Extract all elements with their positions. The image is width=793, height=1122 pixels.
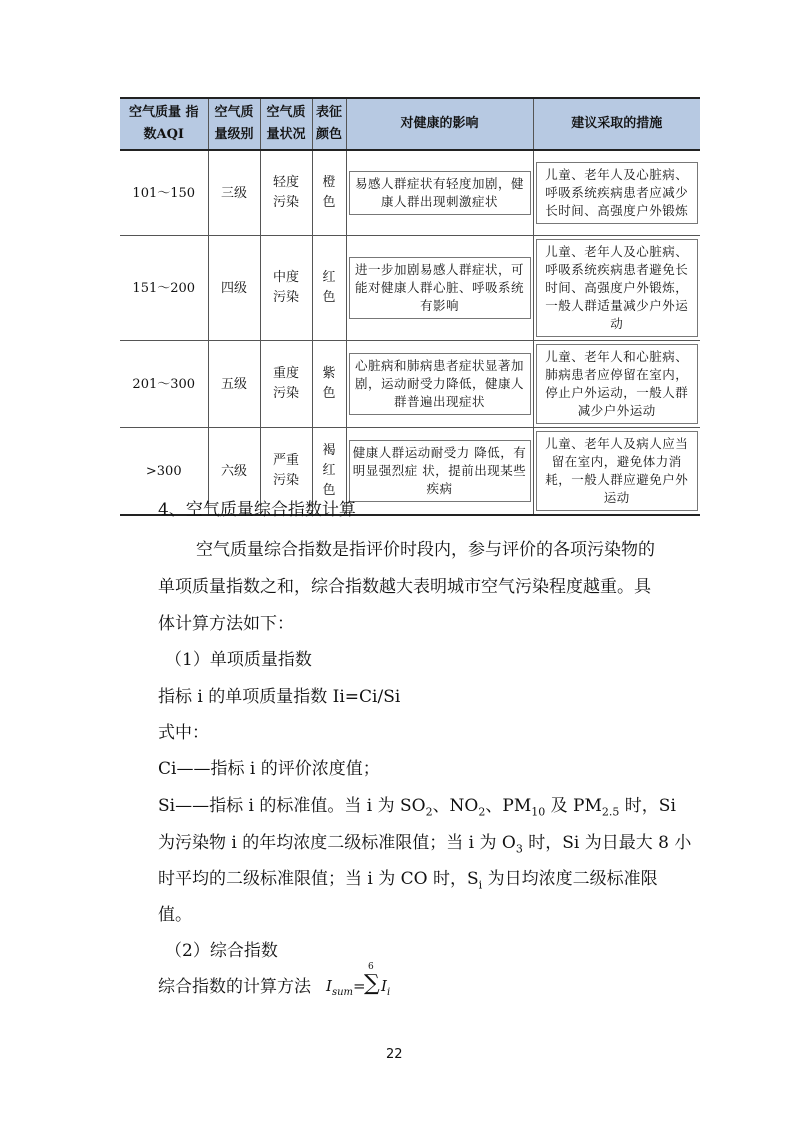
table-row <box>120 236 700 341</box>
cell-aqi: 151～200 <box>120 236 208 341</box>
cell-impact-text: 易感人群症状有轻度加剧，健康人群出现刺激症状 <box>349 171 531 215</box>
cell-measures-text: 儿童、老年人及心脏病、呼吸系统疾病患者应减少长时间、高强度户外锻炼 <box>536 162 699 224</box>
cell-measures <box>533 341 700 428</box>
paragraph-line: 空气质量综合指数是指评价时段内，参与评价的各项污染物的 <box>196 540 655 560</box>
cell-measures <box>533 428 700 516</box>
cell-impact <box>346 150 533 236</box>
formula-equals: = <box>353 977 366 995</box>
text-fragment: 、PM <box>485 796 532 816</box>
formula-subscript: sum <box>331 987 353 998</box>
text-fragment: 为日均浓度二级标准限 <box>482 869 658 889</box>
section-heading: 4、空气质量综合指数计算 <box>158 500 356 520</box>
formula-symbol: I <box>381 977 387 995</box>
paragraph-line <box>158 868 658 896</box>
cell-status: 严重 污染 <box>260 428 312 516</box>
cell-status: 中度 污染 <box>260 236 312 341</box>
subscript: 2.5 <box>601 805 620 819</box>
cell-impact-text: 健康人群运动耐受力 降低，有明显强烈症 状，提前出现某些疾病 <box>349 440 531 502</box>
paragraph-line: 综合指数的计算方法 <box>158 977 311 997</box>
header-impact: 对健康的影响 <box>346 98 533 150</box>
paragraph-line: 单项质量指数之和，综合指数越大表明城市空气污染程度越重。具 <box>158 577 651 597</box>
cell-impact-text: 心脏病和肺病患者症状显著加剧，运动耐受力降低，健康人群普遍出现症状 <box>349 353 531 415</box>
cell-status: 轻度 污染 <box>260 150 312 236</box>
cell-level: 三级 <box>208 150 260 236</box>
paragraph-line: 值。 <box>158 905 192 925</box>
cell-impact <box>346 236 533 341</box>
cell-measures-text: 儿童、老年人及病人应当留在室内，避免体力消耗，一般人群应避免户外运动 <box>536 431 699 511</box>
text-fragment: 及 PM <box>545 796 602 816</box>
cell-color: 褐红 色 <box>312 428 346 516</box>
cell-measures <box>533 236 700 341</box>
table-row <box>120 341 700 428</box>
sigma-symbol: ∑ <box>364 971 380 996</box>
definition-line <box>158 795 676 823</box>
text-fragment: Si——指标 i 的标准值。当 i 为 SO <box>158 796 426 816</box>
cell-impact <box>346 341 533 428</box>
header-aqi: 空气质量 指数AQI <box>120 98 208 150</box>
subsection-heading: （2）综合指数 <box>165 941 278 961</box>
sum-upper-limit: 6 <box>368 962 374 972</box>
cell-color: 橙色 <box>312 150 346 236</box>
cell-status: 重度 污染 <box>260 341 312 428</box>
cell-color: 红色 <box>312 236 346 341</box>
cell-measures-text: 儿童、老年人和心脏病、肺病患者应停留在室内，停止户外运动，一般人群减少户外运动 <box>536 344 699 424</box>
paragraph-line <box>158 832 691 860</box>
subscript: 10 <box>531 805 546 819</box>
text-fragment: 时，Si 为日最大 8 小 <box>522 833 692 853</box>
text-fragment: 时，Si <box>619 796 676 816</box>
header-measures: 建议采取的措施 <box>533 98 700 150</box>
text-fragment: 为污染物 i 的年均浓度二级标准限值；当 i 为 O <box>158 833 516 853</box>
cell-aqi: 201～300 <box>120 341 208 428</box>
aqi-table <box>120 97 700 516</box>
paragraph-line: 体计算方法如下： <box>158 614 294 634</box>
header-status: 空气质 量状况 <box>260 98 312 150</box>
subsection-heading: （1）单项质量指数 <box>165 650 312 670</box>
paragraph-line: 式中： <box>158 723 209 743</box>
definition-line: Ci——指标 i 的评价浓度值； <box>158 759 380 779</box>
page-number: 22 <box>386 1047 403 1062</box>
cell-aqi: >300 <box>120 428 208 516</box>
cell-impact-text: 进一步加剧易感人群症状，可能对健康人群心脏、呼吸系统有影响 <box>349 257 531 319</box>
header-color: 表征 颜色 <box>312 98 346 150</box>
table-header-row <box>120 98 700 150</box>
formula-lhs <box>326 977 366 998</box>
subscript: 2 <box>478 805 486 819</box>
cell-level: 五级 <box>208 341 260 428</box>
cell-impact <box>346 428 533 516</box>
cell-level: 六级 <box>208 428 260 516</box>
subscript: 3 <box>515 842 523 856</box>
sum-formula <box>326 962 396 998</box>
formula-subscript: i <box>386 987 391 998</box>
cell-aqi: 101～150 <box>120 150 208 236</box>
formula-term <box>381 977 390 998</box>
table-row <box>120 150 700 236</box>
cell-level: 四级 <box>208 236 260 341</box>
cell-measures-text: 儿童、老年人及心脏病、呼吸系统疾病患者避免长时间、高强度户外锻炼，一般人群适量减少户外运动 <box>536 239 699 337</box>
text-fragment: 时平均的二级标准限值；当 i 为 CO 时，S <box>158 869 479 889</box>
header-level: 空气质 量级别 <box>208 98 260 150</box>
formula-line: 指标 i 的单项质量指数 Ii=Ci/Si <box>158 687 401 707</box>
cell-measures <box>533 150 700 236</box>
cell-color: 紫色 <box>312 341 346 428</box>
formula-symbol: I <box>326 977 332 995</box>
subscript: i <box>478 878 483 892</box>
subscript: 2 <box>425 805 433 819</box>
text-fragment: 、NO <box>432 796 479 816</box>
